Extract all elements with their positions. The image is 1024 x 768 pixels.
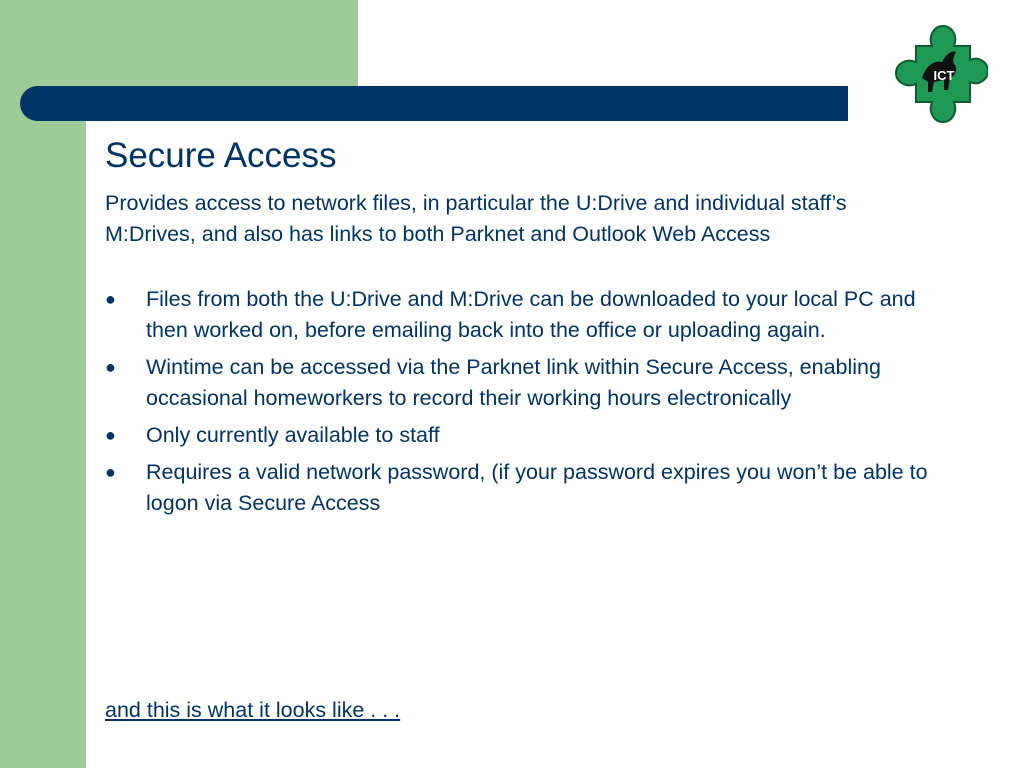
bullet-text: Wintime can be accessed via the Parknet link within Secure Access, enabling occasional homeworkers to record their working hours electronically: [146, 355, 881, 410]
bullet-list: [105, 284, 935, 519]
list-item: [105, 352, 935, 414]
bullet-text: Only currently available to staff: [146, 423, 440, 447]
logo-text: ICT: [933, 68, 955, 83]
list-item: [105, 284, 935, 346]
ict-logo-icon: [892, 18, 988, 124]
bullet-text: Files from both the U:Drive and M:Drive can be downloaded to your local PC and then worked on, before emailing back into the office or uploading again.: [146, 287, 916, 342]
list-item: [105, 457, 935, 519]
page-title: Secure Access: [105, 136, 337, 175]
list-item: [105, 420, 935, 451]
bullet-icon: ●: [105, 462, 116, 482]
bullet-icon: ●: [105, 357, 116, 377]
intro-paragraph: Provides access to network files, in particular the U:Drive and individual staff’s M:Drives, and also has links to both Parknet and Outlook Web Access: [105, 191, 847, 246]
title-bar: [20, 86, 848, 121]
screenshot-link[interactable]: and this is what it looks like . . .: [105, 698, 401, 722]
bullet-text: Requires a valid network password, (if your password expires you won’t be able to logon via Secure Access: [146, 460, 928, 515]
bullet-icon: ●: [105, 289, 116, 309]
bullet-icon: ●: [105, 425, 116, 445]
slide-content: [105, 136, 935, 525]
